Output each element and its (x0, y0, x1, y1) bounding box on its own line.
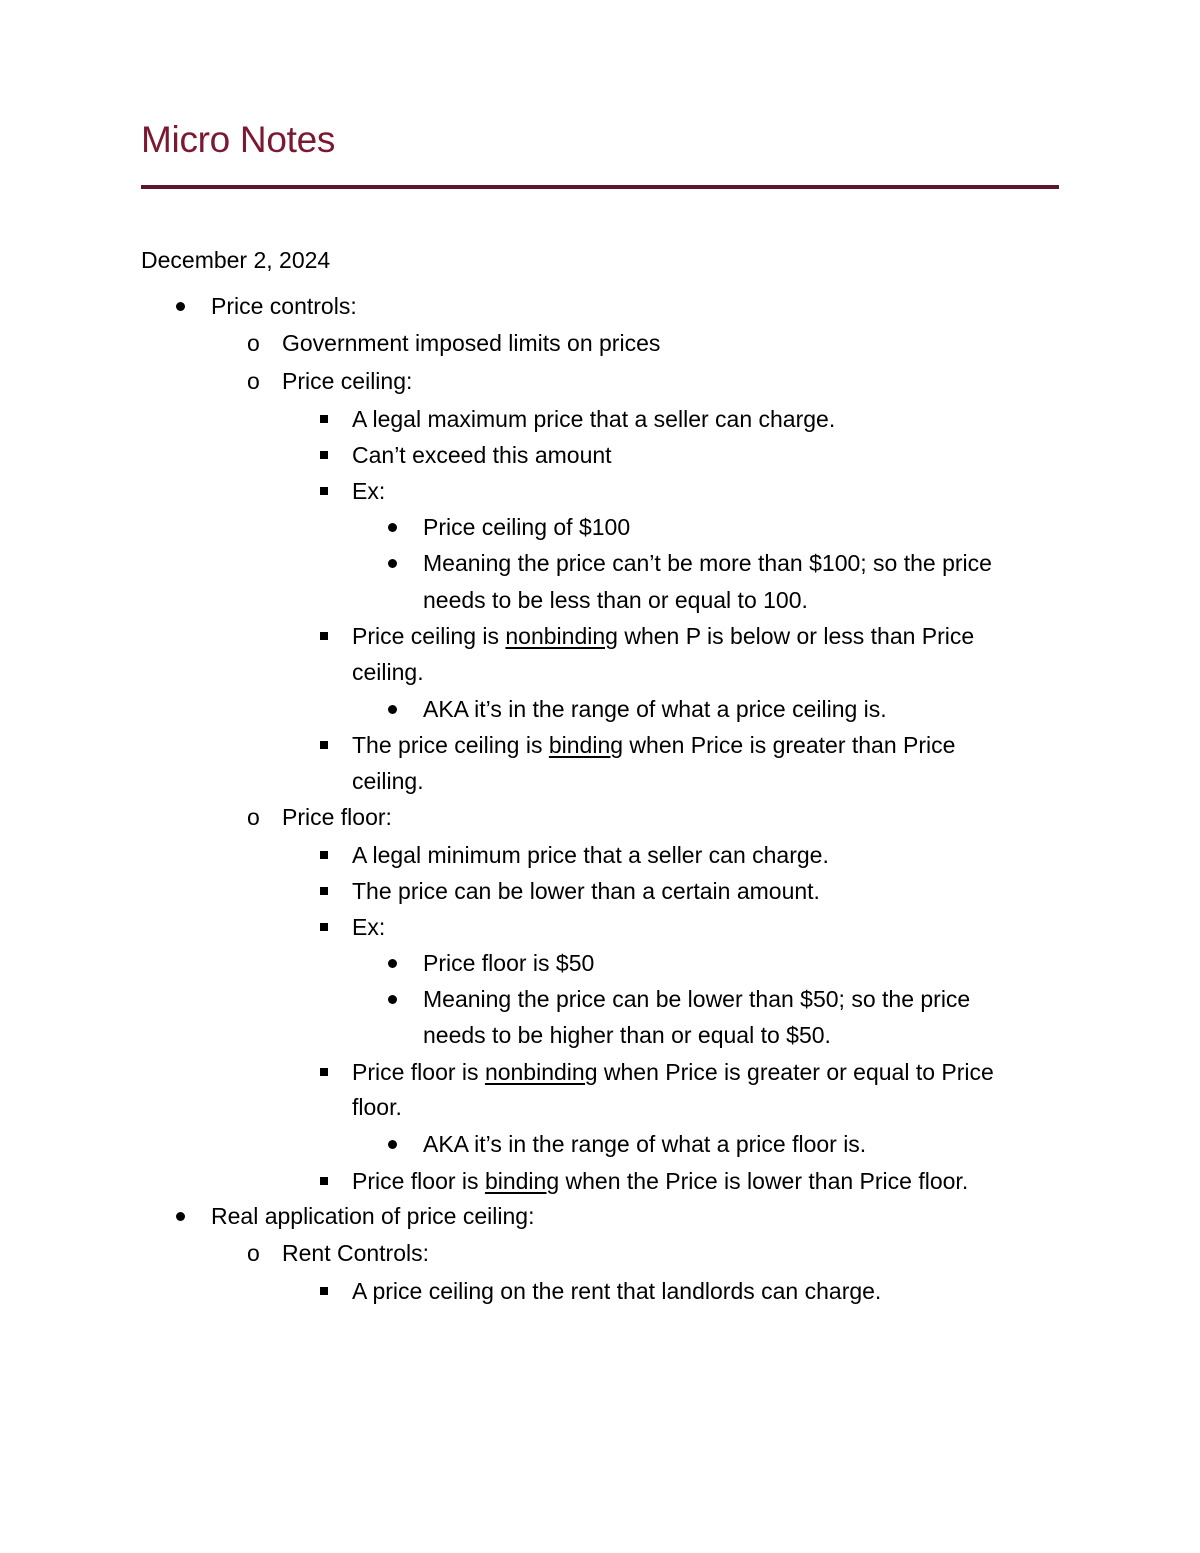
square-bullet-icon (320, 741, 328, 749)
text-run: Price ceiling is (352, 623, 506, 649)
list-item: A price ceiling on the rent that landlords can charge. (352, 1278, 882, 1304)
list-item (352, 1163, 968, 1199)
list-item-continuation: needs to be higher than or equal to $50. (423, 1022, 831, 1048)
bullet-dot-icon (388, 559, 397, 568)
underlined-term: nonbinding (484, 1059, 598, 1085)
list-item-continuation: needs to be less than or equal to 100. (423, 587, 808, 613)
list-item (352, 1054, 994, 1090)
list-item: Meaning the price can’t be more than $100; so the price (423, 550, 992, 576)
list-item: Ex: (352, 478, 386, 504)
list-item: AKA it’s in the range of what a price ceiling is. (423, 696, 887, 722)
list-item: Price ceiling of $100 (423, 514, 631, 540)
title-rule (141, 185, 1059, 189)
underlined-term: binding (548, 732, 624, 758)
bullet-dot-icon (388, 959, 397, 968)
list-item-continuation: ceiling. (352, 659, 424, 685)
list-item: Price ceiling: (282, 368, 413, 394)
text-run: when Price is greater than Price (623, 732, 956, 758)
text-run: Price floor is (352, 1168, 485, 1194)
list-item: A legal minimum price that a seller can charge. (352, 842, 829, 868)
list-item (352, 727, 955, 763)
text-run: Price floor is (352, 1059, 485, 1085)
square-bullet-icon (320, 851, 328, 859)
square-bullet-icon (320, 1287, 328, 1295)
list-item: The price can be lower than a certain amount. (352, 878, 820, 904)
bullet-dot-icon (388, 523, 397, 532)
list-item: Price controls: (211, 293, 357, 319)
square-bullet-icon (320, 923, 328, 931)
bullet-dot-icon (176, 1212, 185, 1221)
underlined-term: binding (484, 1168, 560, 1194)
bullet-dot-icon (388, 1140, 397, 1149)
document-title: Micro Notes (141, 119, 336, 160)
list-item: Can’t exceed this amount (352, 442, 612, 468)
square-bullet-icon (320, 487, 328, 495)
list-item-continuation: ceiling. (352, 768, 424, 794)
list-item: Price floor: (282, 804, 392, 830)
list-item: Meaning the price can be lower than $50; so the price (423, 986, 971, 1012)
square-bullet-icon (320, 1068, 328, 1076)
bullet-dot-icon (388, 995, 397, 1004)
circle-bullet-icon: o (247, 330, 260, 356)
list-item: Rent Controls: (282, 1240, 430, 1266)
list-item: A legal maximum price that a seller can charge. (352, 406, 836, 432)
list-item-continuation: floor. (352, 1094, 402, 1120)
text-run: when Price is greater or equal to Price (597, 1059, 994, 1085)
square-bullet-icon (320, 632, 328, 640)
list-item (352, 618, 974, 654)
square-bullet-icon (320, 415, 328, 423)
underlined-term: nonbinding (505, 623, 618, 649)
circle-bullet-icon: o (247, 804, 260, 830)
list-item: Price floor is $50 (423, 950, 595, 976)
square-bullet-icon (320, 1177, 328, 1185)
text-run: when the Price is lower than Price floor. (559, 1168, 969, 1194)
square-bullet-icon (320, 451, 328, 459)
note-date: December 2, 2024 (141, 247, 331, 273)
bullet-dot-icon (176, 302, 185, 311)
list-item: Government imposed limits on prices (282, 330, 661, 356)
text-run: The price ceiling is (352, 732, 549, 758)
circle-bullet-icon: o (247, 368, 260, 394)
square-bullet-icon (320, 887, 328, 895)
circle-bullet-icon: o (247, 1240, 260, 1266)
list-item: Ex: (352, 914, 386, 940)
list-item: AKA it’s in the range of what a price floor is. (423, 1131, 867, 1157)
text-run: when P is below or less than Price (617, 623, 975, 649)
bullet-dot-icon (388, 705, 397, 714)
list-item: Real application of price ceiling: (211, 1203, 535, 1229)
